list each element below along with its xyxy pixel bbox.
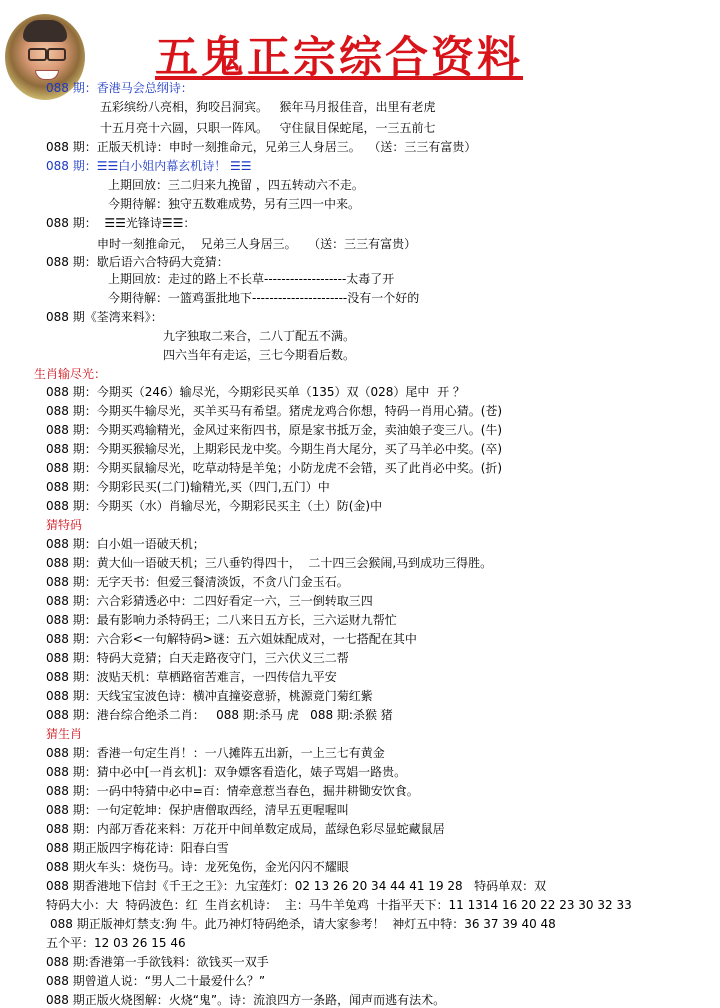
avatar-glasses-left [28, 48, 47, 61]
text-line: 十五月亮十六圆，只职一阵风。 守住鼠目保蛇尾，一三五前七 [100, 121, 436, 135]
text-line: 088 期：今期买猴输尽光，上期彩民龙中奖。今期生肖大尾分，买了马羊必中奖。(卒) [46, 442, 503, 456]
avatar-hair [23, 20, 67, 42]
text-line: 特码大小：大 特码波色：红 生肖玄机诗： 主：马牛羊兔鸡 十指平天下：11 1314 16 20 22 23 30 32 33 [46, 898, 632, 912]
text-line: 088 期正版四字梅花诗：阳春白雪 [46, 841, 229, 855]
text-line: 猜生肖 [46, 727, 83, 741]
text-line: 088 期：香港马会总纲诗： [46, 81, 193, 95]
text-line: 088 期：白小姐一语破天机； [46, 537, 205, 551]
text-line: 088 期：六合彩猜透必中：二四好看定一六，三一倒转取三四 [46, 594, 373, 608]
text-line: 088 期： ☰☰光锋诗☰☰： [46, 216, 196, 230]
text-line: 088 期正版神灯禁支:狗 牛。此乃神灯特码绝杀，请大家参考！ 神灯五中特：36 37 39 40 48 [50, 917, 556, 931]
text-line: 088 期:香港第一手欲钱料：欲钱买一双手 [46, 955, 269, 969]
text-line: 088 期：正版天机诗：申时一刻推命元，兄弟三人身居三。 （送：三三有富贵） [46, 140, 477, 154]
text-line: 上期回放：三二归来九挽留 ，四五转动六不走。 [108, 178, 364, 192]
text-line: 088 期：今期买（246）输尽光，今期彩民买单（135）双（028）尾中 开 ？ [46, 385, 465, 399]
text-line: 088 期：今期彩民买(二门)输精光,买（四门,五门）中 [46, 480, 330, 494]
avatar-glasses-right [47, 48, 66, 61]
text-line: 申时一刻推命元， 兄弟三人身居三。 （送：三三有富贵） [97, 237, 417, 251]
text-line: 生肖输尽光： [34, 367, 107, 381]
page-title: 五鬼正宗综合资料 [155, 33, 523, 83]
text-line: 088 期：香港一句定生肖！：一八摊阵五出新，一上三七有黄金 [46, 746, 385, 760]
text-line: 猜特码 [46, 518, 83, 532]
text-line: 088 期：今期买鸡输精光，金风过来衔四书，原是家书抵万金，卖油娘子变三八。(牛) [46, 423, 503, 437]
text-line: 088 期：歇后语六合特码大竞猜： [46, 255, 229, 269]
text-line: 088 期：今期买牛输尽光，买羊买马有希望。猪虎龙鸡合你想，特码一肖用心猜。(苍) [46, 404, 503, 418]
text-line: 088 期：六合彩<一句解特码>谜：五六姐妹配成对，一七搭配在其中 [46, 632, 417, 646]
text-line: 上期回放：走过的路上不长草-------------------太毒了开 [108, 272, 395, 286]
text-line: 088 期：最有影响力杀特码王；二八来日五方长，三六运财九帮忙 [46, 613, 397, 627]
text-line: 088 期：一码中特猜中必中=百：情牵意惹当春色，掘井耕锄安饮食。 [46, 784, 419, 798]
text-line: 088 期曾道人说：“男人二十最爱什么？” [46, 974, 266, 988]
text-line: 088 期：黄大仙一语破天机；三八垂钓得四十， 二十四三会猴闹,马到成功三得胜。 [46, 556, 493, 570]
text-line: 088 期《荃湾来料》： [46, 310, 163, 324]
text-line: 088 期：内部万香花来料：万花开中间单数定成局，蓝绿色彩尽显蛇藏鼠居 [46, 822, 445, 836]
text-line: 088 期：天线宝宝波色诗：横冲直撞姿意骄，桃源竟门菊红紫 [46, 689, 373, 703]
text-line: 九字独取二来合，二八丁配五不满。 [163, 329, 356, 343]
text-line: 088 期：今期买（水）肖输尽光，今期彩民买主（土）防(金)中 [46, 499, 383, 513]
avatar-mouth [35, 70, 59, 80]
text-line: 088 期：无字天书：但爱三餐清淡饭，不贪八门金玉石。 [46, 575, 349, 589]
text-line: 088 期香港地下信封《千王之王》：九宝莲灯：02 13 26 20 34 44 41 19 28 特码单双：双 [46, 879, 547, 893]
text-line: 088 期：港台综合绝杀二肖： 088 期:杀马 虎 088 期:杀猴 猪 [46, 708, 393, 722]
text-line: 088 期：☰☰白小姐内幕玄机诗！ ☰☰ [46, 159, 252, 173]
text-line: 088 期：猜中必中[一肖玄机]：双争嫖客看造化，婊子骂娼一路贵。 [46, 765, 407, 779]
text-line: 五彩缤纷八亮相，狗咬吕洞宾。 猴年马月报佳音，出里有老虎 [100, 100, 436, 114]
text-line: 五个平：12 03 26 15 46 [46, 936, 186, 950]
text-line: 088 期火车头：烧伤马。诗：龙死兔伤，金光闪闪不耀眼 [46, 860, 349, 874]
text-line: 今期待解：独守五数难成势，另有三四一中来。 [108, 197, 361, 211]
text-line: 088 期：特码大竞猜；白天走路夜守门，三六伏义三二帮 [46, 651, 349, 665]
text-line: 088 期：波贴天机：草栖路宿苦难言，一四传信九平安 [46, 670, 337, 684]
text-line: 088 期正版火烧图解：火烧“鬼”。诗：流浪四方一条路，闻声而逃有法术。 [46, 993, 446, 1007]
text-line: 088 期：一句定乾坤：保护唐僧取西经，清早五更喔喔叫 [46, 803, 349, 817]
text-line: 088 期：今期买鼠输尽光，吃草动特是羊兔；小防龙虎不会错，买了此肖必中奖。(折) [46, 461, 503, 475]
text-line: 今期待解：一篮鸡蛋批地下----------------------没有一个好的 [108, 291, 420, 305]
text-line: 四六当年有走运，三七今期看后数。 [163, 348, 356, 362]
